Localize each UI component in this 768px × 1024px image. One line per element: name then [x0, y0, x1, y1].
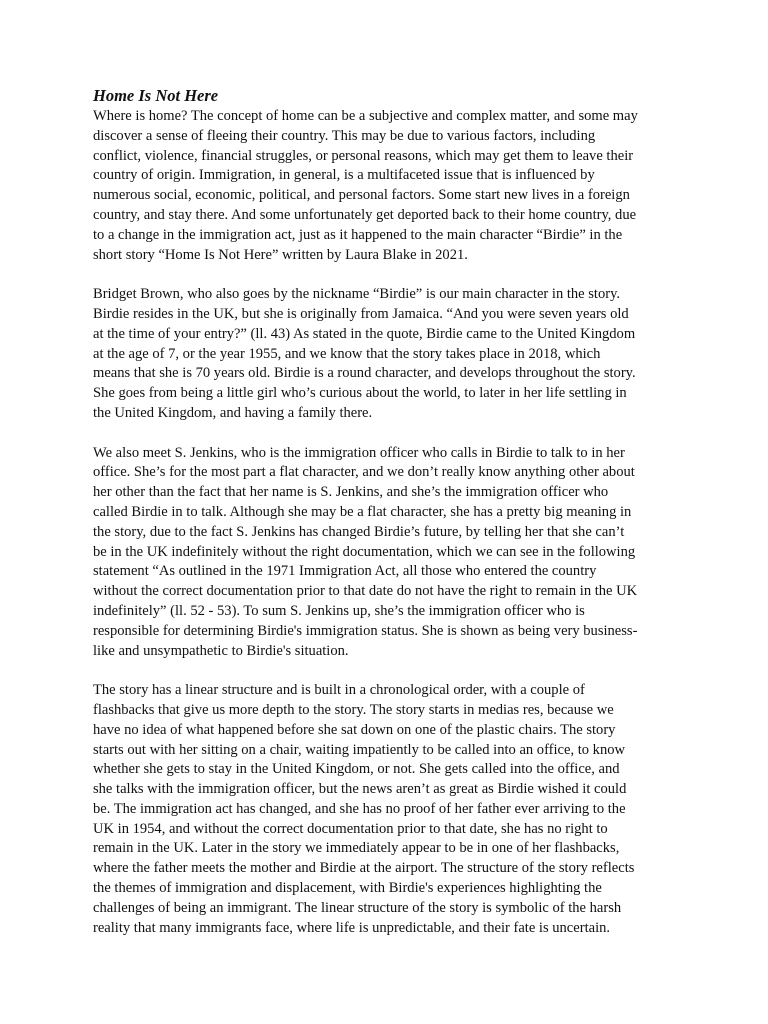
- text-line: called Birdie in to talk. Although she may be a flat character, she has a pretty big meaning in: [93, 503, 632, 520]
- text-line: reality that many immigrants face, where life is unpredictable, and their fate is uncertain.: [93, 919, 611, 936]
- paragraph: [93, 107, 676, 265]
- text-line: We also meet S. Jenkins, who is the immigration officer who calls in Birdie to talk to in her: [93, 444, 625, 461]
- text-line: at the age of 7, or the year 1955, and we know that the story takes place in 2018, which: [93, 345, 601, 362]
- text-line: to a change in the immigration act, just as it happened to the main character “Birdie” in the: [93, 226, 623, 243]
- text-line: discover a sense of fleeing their country. This may be due to various factors, including: [93, 127, 596, 144]
- text-line: at the time of your entry?” (ll. 43) As stated in the quote, Birdie came to the United Kingdom: [93, 325, 636, 342]
- text-line: be. The immigration act has changed, and she has no proof of her father ever arriving to the: [93, 800, 626, 817]
- text-line: responsible for determining Birdie's immigration status. She is shown as being very business-: [93, 622, 638, 639]
- text-line: means that she is 70 years old. Birdie is a round character, and develops throughout the story.: [93, 365, 636, 382]
- text-line: be in the UK indefinitely without the right documentation, which we can see in the following: [93, 543, 636, 560]
- paragraph-list: [93, 107, 676, 938]
- text-line: the themes of immigration and displacement, with Birdie's experiences highlighting the: [93, 880, 602, 897]
- document-title: Home Is Not Here: [93, 86, 219, 105]
- text-line: starts out with her sitting on a chair, waiting impatiently to be called into an office, to know: [93, 741, 626, 758]
- text-line: she talks with the immigration officer, but the news aren’t as great as Birdie wished it could: [93, 781, 627, 798]
- text-line: the United Kingdom, and having a family there.: [93, 404, 373, 421]
- text-line: without the correct documentation prior to that date do not have the right to remain in the UK: [93, 583, 638, 600]
- text-line: challenges of being an immigrant. The linear structure of the story is symbolic of the harsh: [93, 899, 622, 916]
- text-line: where the father meets the mother and Birdie at the airport. The structure of the story reflects: [93, 860, 635, 877]
- document-body: [93, 86, 676, 958]
- text-line: remain in the UK. Later in the story we immediately appear to be in one of her flashbacks,: [93, 840, 620, 857]
- text-line: short story “Home Is Not Here” written by Laura Blake in 2021.: [93, 246, 468, 263]
- paragraph: [93, 681, 676, 938]
- text-line: Birdie resides in the UK, but she is originally from Jamaica. “And you were seven years old: [93, 305, 629, 322]
- text-line: the story, due to the fact S. Jenkins has changed Birdie’s future, by telling her that she can’t: [93, 523, 625, 540]
- text-line: numerous social, economic, political, and personal factors. Some start new lives in a foreign: [93, 187, 630, 204]
- text-line: her other than the fact that her name is S. Jenkins, and she’s the immigration officer who: [93, 484, 609, 501]
- text-line: She goes from being a little girl who’s curious about the world, to later in her life settling in: [93, 385, 627, 402]
- paragraph: [93, 285, 676, 424]
- text-line: statement “As outlined in the 1971 Immigration Act, all those who entered the country: [93, 563, 597, 580]
- text-line: have no idea of what happened before she sat down on one of the plastic chairs. The story: [93, 721, 616, 738]
- text-line: flashbacks that give us more depth to the story. The story starts in medias res, because we: [93, 701, 614, 718]
- text-line: UK in 1954, and without the correct documentation prior to that date, she has no right to: [93, 820, 608, 837]
- text-line: Bridget Brown, who also goes by the nickname “Birdie” is our main character in the story.: [93, 286, 621, 303]
- paragraph: [93, 444, 676, 662]
- text-line: conflict, violence, financial struggles, or personal reasons, which may get them to leave their: [93, 147, 634, 164]
- text-line: country of origin. Immigration, in general, is a multifaceted issue that is influenced by: [93, 167, 595, 184]
- text-line: country, and stay there. And some unfortunately get deported back to their home country, due: [93, 206, 637, 223]
- text-line: indefinitely” (ll. 52 - 53). To sum S. Jenkins up, she’s the immigration officer who is: [93, 602, 585, 619]
- text-line: whether she gets to stay in the United Kingdom, or not. She gets called into the office, and: [93, 761, 620, 778]
- text-line: office. She’s for the most part a flat character, and we don’t really know anything other about: [93, 464, 635, 481]
- text-line: The story has a linear structure and is built in a chronological order, with a couple of: [93, 682, 585, 699]
- text-line: like and unsympathetic to Birdie's situation.: [93, 642, 349, 659]
- text-line: Where is home? The concept of home can be a subjective and complex matter, and some may: [93, 108, 638, 124]
